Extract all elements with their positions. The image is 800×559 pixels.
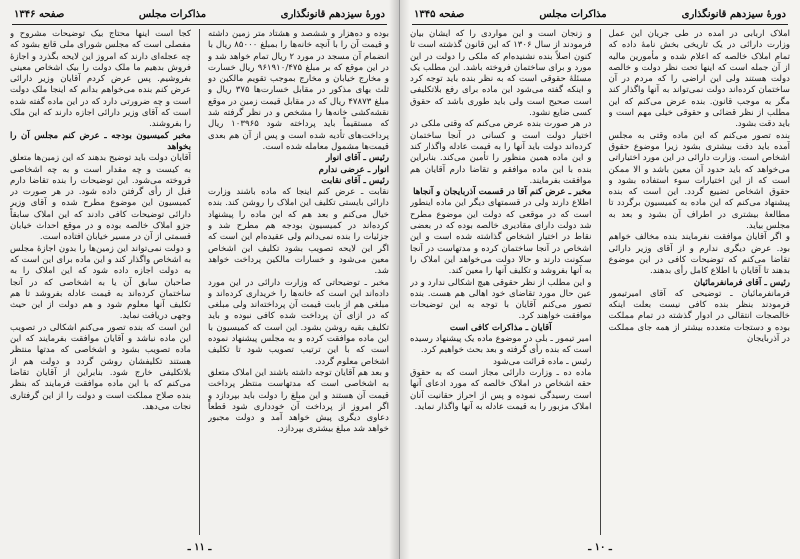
paragraph: مخبر ـ عرض کنم آقا در قسمت آذربایجان و آنجاها <box>413 187 592 198</box>
right-page-session: دورهٔ سیزدهم قانونگذاری <box>681 8 786 20</box>
left-page-header <box>14 6 385 22</box>
paragraph: بوده و ده‌هزار و ششصد و هشتاد متر زمین داشته و قیمت آن را با آنچه خانه‌ها را بمبلغ ۸۵۰۰۰ ریال با انضمام آن مسجد در مورد ۲ ریال تمام خواهد شد و در این موقع که بر مبلغ ۹۶۱۹۱۰/۴۷۵ ریال خسارت و مخارج خیابان و مخارج بموجب تقویم مالکین دو ثلث بهای مذکور در مقابل خسارت‌ها ۳۷۵ ریال و مبلغ ۴۷۸۷۳ ریال که در مقابل قیمت زمین در موقع نقشه‌کشی خانه‌ها را مشخص و در نظر گرفته شد که مستقیماً باید پرداخته شود ۱۰۳۹۶۵ ریال پرداخت‌های تأدیه شده است و پس از آن هم بعدی قیمت‌ها مشمول معامله شده است. <box>208 29 389 152</box>
paragraph: مخبر کمیسیون بودجه ـ عرض کنم مجلس آن را بخواهد <box>10 130 191 152</box>
speaker-line: رئیس ـ آقای نقابت <box>321 175 389 186</box>
centered-line: آقایان ـ مذاکرات کافی است <box>449 322 552 333</box>
right-page-columns <box>410 29 790 535</box>
right-page-column-left <box>410 29 592 535</box>
left-page-columns <box>10 29 389 535</box>
paragraph: مخبر ـ توضیحاتی که وزارت دارائی در این مورد داده‌اند این است که خانه‌ها را خریداری کرده‌اند و مبلغی هم از بابت قیمت آن پرداخته‌اند ولی مبلغی که در ازای آن پرداخت شده کافی نبوده و باید تکلیف بقیه روشن بشود. این است که کمیسیون با این ماده موافقت کرده و به مجلس پیشنهاد نموده است که با این ترتیب تصویب شود تا تکلیف اشخاص معلوم گردد. <box>208 277 389 367</box>
right-page-title: مذاکرات مجلس <box>539 8 607 20</box>
paragraph: و اگر آقایان موافقت نفرمایند بنده مخالف خواهم بود. عرض دیگری ندارم و از آقای وزیر دارائی تقاضا می‌کنم که توضیحات کافی در این موضوع بدهند تا آقایان با اطلاع کامل رأی بدهند. <box>608 232 790 277</box>
speaker-line: انوار ـ عرضی ندارم <box>318 164 389 175</box>
paragraph: کجا است اینها محتاج بیک توضیحات مشروح و مفصلی است که مجلس شورای ملی قانع بشود که چه عجله‌ای دارند که امروز این لایحه بگذرد و اجازهٔ فروش بدهیم ما ملک دولت را بیک اشخاص معینی بفروشیم. پس عرض کردم آقایان وزیر دارائی عرض کنم بنده می‌خواهم بدانم که اینجا ملک دولت است و چه ضرورتی دارد که در این ماده گفته شده است که آقای وزیر دارائی اجازه دارند که این ملک را بفروشند. <box>10 29 191 130</box>
left-page-title: مذاکرات مجلس <box>138 8 207 20</box>
left-page-column-right <box>208 29 389 535</box>
paragraph: نقابت ـ عرض کنم اینجا که ماده باشند وزارت دارائی بایستی تکلیف این املاک را روشن کند. بنده خیال می‌کنم و بعد هم که این ماده را پیشنهاد کرده‌اند در کمیسیون بودجه هم مطرح شد و جزئیات را بنده نمی‌دانم ولی عقیده‌ام این است که اگر این لایحه تصویب بشود تکلیف این اشخاص معین می‌شود و خسارات مالکین پرداخت خواهد شد. <box>208 187 389 277</box>
paragraph: و بعد هم آقایان توجه داشته باشند این املاک متعلق به اشخاصی است که مدتهاست منتظر پرداخت قیمت آن هستند و این مبلغ را دولت باید بپردازد و اگر امروز از پرداخت آن خودداری شود قطعاً دعاوی دیگری پیش خواهد آمد و دولت مجبور خواهد شد مبلغ بیشتری بپردازد. <box>208 367 389 435</box>
left-page-column-left <box>10 29 191 535</box>
paragraph: امیر تیمور ـ بلی در موضوع ماده یک پیشنهاد رسیده است که بنده رأی گرفته و بعد بحث خواهیم کرد. <box>410 334 592 356</box>
left-page-number: صفحه ۱۳۴۶ <box>14 8 65 20</box>
paragraph: و دولت نمی‌تواند این زمین‌ها را بدون اجازهٔ مجلس به اشخاص واگذار کند و این ماده برای این است که به دولت اجازه داده شود که این املاک را به صاحبان سابق آن یا به اشخاصی که در آنجا ساختمان کرده‌اند به قیمت عادله بفروشد تا هم تکلیف آنها معلوم شود و هم دولت از این حیث وجهی دریافت نماید. <box>10 243 191 322</box>
paragraph: و این مطلب از نظر حقوقی هیچ اشکالی ندارد و در عین حال مورد تقاضای خود اهالی هم هست. بنده تصور می‌کنم آقایان با توجه به این توضیحات موافقت خواهند کرد. <box>410 277 592 322</box>
paragraph: بنده تصور می‌کنم که این ماده وقتی به مجلس آمده باید دقت بیشتری بشود زیرا موضوع حقوق اشخاص است. وزارت دارائی در این مورد اختیاراتی می‌خواهد که باید حدود آن معین باشد و الا ممکن است که از این اختیارات سوء استفاده بشود و حقوق اشخاص تضییع گردد. این است که بنده پیشنهاد می‌کنم که این ماده به کمیسیون برگردد تا مطالعهٔ بیشتری در اطراف آن بشود و بعد به مجلس بیاید. <box>608 130 790 232</box>
paragraph: این است که بنده تصور می‌کنم اشکالی در تصویب این ماده نباشد و آقایان موافقت بفرمایند که این ماده تصویب بشود و اشخاصی که مدتها منتظر هستند تکلیفشان روشن گردد و دولت هم از بلاتکلیفی خارج شود. بنابراین از آقایان تقاضا می‌کنم که با این ماده موافقت فرمایند که بنظر بنده صلاح مملکت است و دولت را از این گرفتاری نجات می‌دهد. <box>10 322 191 412</box>
header-rule <box>12 24 387 25</box>
gutter-shadow <box>389 0 399 559</box>
paragraph: اطلاع دارند ولی در قسمتهای دیگر این ماده اینطور است که در موقعی که دولت این موضوع مطرح شد دولت دارای مقادیری خالصه بوده که در بعضی نقاط در اختیار اشخاص گذاشته شده است و این اشخاص در آنجا ساختمان کرده و مدتهاست در آنجا سکونت دارند و حالا دولت می‌خواهد این املاک را به آنها بفروشد و تکلیف آنها را معین کند. <box>410 198 592 277</box>
paragraph: و زنجان است و این مواردی را که ایشان بیان فرمودند از سال ۱۳۰۶ که این قانون گذشته است تا کنون اصلاً بنده نشنیده‌ام که ملکی را دولت در این مورد و برای ساختمان فروخته باشد. این مطلب یک مسئلهٔ حقوقی است که به نظر بنده باید توجه کرد و اینکه گفته می‌شود این ماده برای رفع بلاتکلیفی است صحیح است ولی باید طوری باشد که حقوق کسی ضایع نشود. <box>410 29 592 119</box>
gutter-shadow <box>400 0 410 559</box>
speaker-line: رئیس ـ آقای انوار <box>325 153 389 164</box>
right-page-folio: ـ ۱۰ ـ <box>588 542 612 553</box>
paragraph: فرمانفرمائیان ـ توضیحی که آقای امیرتیمور فرمودند بنظر بنده کافی نیست بعلت اینکه خالصجات انتقالی در ادوار گذشته در تمام مملکت بوده و دستجات متعدده بیشتر از همه جای مملکت در آذربایجان <box>608 288 790 345</box>
paragraph: آقایان دولت باید توضیح بدهند که این زمین‌ها متعلق به کیست و چه مقدار است و به چه اشخاصی فروخته می‌شود. این توضیحات را بنده تقاضا دارم قبل از رأی گرفتن داده شود. در هر صورت در کمیسیون این موضوع مطرح شده و آقای وزیر دارائی توضیحات کافی دادند که این املاک سابقاً جزو املاک خالصه بوده و در موقع احداث خیابان قسمتی از آن در مسیر خیابان افتاده است. <box>10 153 191 243</box>
left-page-session: دورهٔ سیزدهم قانونگذاری <box>280 8 385 20</box>
paragraph: ماده ده ـ وزارت دارائی مجاز است که به حقوق حقه اشخاص در املاک خالصه که مورد ادعای آنها است رسیدگی نموده و پس از احراز حقانیت آنان املاک مزبور را به قیمت عادله به آنها واگذار نماید. <box>410 367 592 412</box>
paragraph: رئیس ـ ماده قرائت می‌شود <box>493 356 592 367</box>
speaker-line: رئیس ـ آقای فرمانفرمائیان <box>693 277 790 288</box>
right-page <box>400 0 800 559</box>
column-divider <box>600 29 601 535</box>
paragraph: در هر صورت بنده عرض می‌کنم که وقتی ملکی در اختیار دولت است و کسانی در آنجا ساختمان کرده‌اند دولت باید آنها را به قیمت عادله واگذار کند و این ماده همین منظور را تأمین می‌کند. بنابراین بنده با این ماده موافقم و تقاضا دارم آقایان هم موافقت بفرمایند. <box>410 119 592 186</box>
right-page-header <box>414 6 786 22</box>
header-rule <box>412 24 788 25</box>
right-page-number: صفحه ۱۳۴۵ <box>414 8 465 20</box>
column-divider <box>199 29 200 535</box>
right-page-column-right <box>609 29 791 535</box>
left-page-folio: ـ ۱۱ ـ <box>187 542 212 553</box>
paragraph: املاک اربابی در آمده در طی جریان این عمل وزارت دارائی در یک تاریخی بخش نامهٔ داده که تمام املاک خالصه که اعلام شده و مأمورین مالیه از آن جمله است که اینها تحت نظر دولت و خالصه دولت هستند ولی این اراضی را که مردم در آن ساختمان کرده‌اند دولت نمی‌تواند به آنها واگذار کند مگر به موجب قانون. بنده عرض می‌کنم که این مطلب از نظر قضائی و حقوقی خیلی مهم است و باید دقت بشود. <box>608 29 790 130</box>
